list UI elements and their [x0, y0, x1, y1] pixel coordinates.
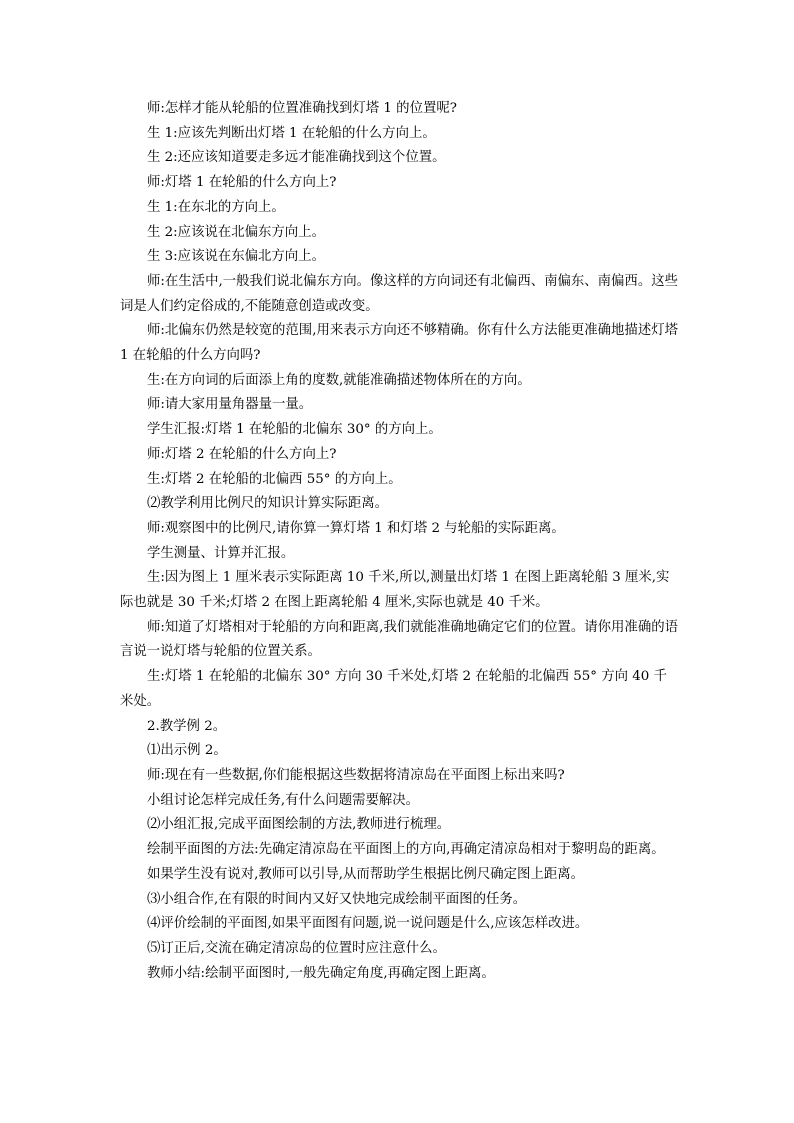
paragraph: 学生测量、计算并汇报。 [147, 545, 295, 561]
paragraph: 生:在方向词的后面添上角的度数,就能准确描述物体所在的方向。 [147, 372, 531, 388]
paragraph: 师:灯塔 1 在轮船的什么方向上? [147, 175, 337, 191]
paragraph: 学生汇报:灯塔 1 在轮船的北偏东 30° 的方向上。 [147, 422, 442, 438]
paragraph: 生 2:还应该知道要走多远才能准确找到这个位置。 [147, 150, 446, 166]
paragraph: 生:灯塔 2 在轮船的北偏西 55° 的方向上。 [147, 471, 402, 487]
section-heading: ⑴出示例 2。 [147, 743, 227, 759]
paragraph: 生:因为图上 1 厘米表示实际距离 10 千米,所以,测量出灯塔 1 在图上距离轮船 3 厘米,实际也就是 30 千米;灯塔 2 在图上距离轮船 4 厘米,实际也就是 40 千米。 [120, 570, 670, 611]
section-heading: ⑸订正后,交流在确定清凉岛的位置时应注意什么。 [147, 940, 446, 956]
paragraph: 生 3:应该说在东偏北方向上。 [147, 249, 325, 265]
paragraph: 生:灯塔 1 在轮船的北偏东 30° 方向 30 千米处,灯塔 2 在轮船的北偏西 55° 方向 40 千米处。 [120, 669, 667, 709]
paragraph: 师:知道了灯塔相对于轮船的方向和距离,我们就能准确地确定它们的位置。请你用准确的语言说一说灯塔与轮船的位置关系。 [120, 619, 678, 660]
paragraph: 师:现在有一些数据,你们能根据这些数据将清凉岛在平面图上标出来吗? [147, 767, 565, 783]
paragraph: 如果学生没有说对,教师可以引导,从而帮助学生根据比例尺确定图上距离。 [147, 866, 585, 882]
paragraph: 师:在生活中,一般我们说北偏东方向。像这样的方向词还有北偏西、南偏东、南偏西。这些词是人们约定俗成的,不能随意创造或改变。 [120, 273, 678, 314]
section-heading: ⑷评价绘制的平面图,如果平面图有问题,说一说问题是什么,应该怎样改进。 [147, 916, 589, 932]
paragraph: 师:怎样才能从轮船的位置准确找到灯塔 1 的位置呢? [147, 101, 457, 116]
paragraph: 师:灯塔 2 在轮船的什么方向上? [147, 446, 337, 462]
paragraph: 师:请大家用量角器量一量。 [147, 397, 313, 413]
paragraph: 教师小结:绘制平面图时,一般先确定角度,再确定图上距离。 [147, 965, 495, 981]
document-body [120, 97, 680, 986]
paragraph: 生 1:在东北的方向上。 [147, 199, 285, 215]
paragraph: 师:观察图中的比例尺,请你算一算灯塔 1 和灯塔 2 与轮船的实际距离。 [147, 520, 565, 536]
paragraph: 小组讨论怎样完成任务,有什么问题需要解决。 [147, 792, 420, 808]
paragraph: 生 1:应该先判断出灯塔 1 在轮船的什么方向上。 [147, 125, 436, 141]
paragraph: 师:北偏东仍然是较宽的范围,用来表示方向还不够精确。你有什么方法能更准确地描述灯塔 1 在轮船的什么方向吗? [120, 323, 678, 364]
paragraph: 绘制平面图的方法:先确定清凉岛在平面图上的方向,再确定清凉岛相对于黎明岛的距离。 [147, 842, 665, 858]
paragraph: 生 2:应该说在北偏东方向上。 [147, 224, 325, 240]
section-heading: ⑵小组汇报,完成平面图绘制的方法,教师进行梳理。 [147, 817, 451, 833]
section-heading: ⑶小组合作,在有限的时间内又好又快地完成绘制平面图的任务。 [147, 891, 527, 907]
section-heading: ⑵教学利用比例尺的知识计算实际距离。 [147, 496, 389, 512]
section-heading: 2.教学例 2。 [147, 718, 227, 734]
